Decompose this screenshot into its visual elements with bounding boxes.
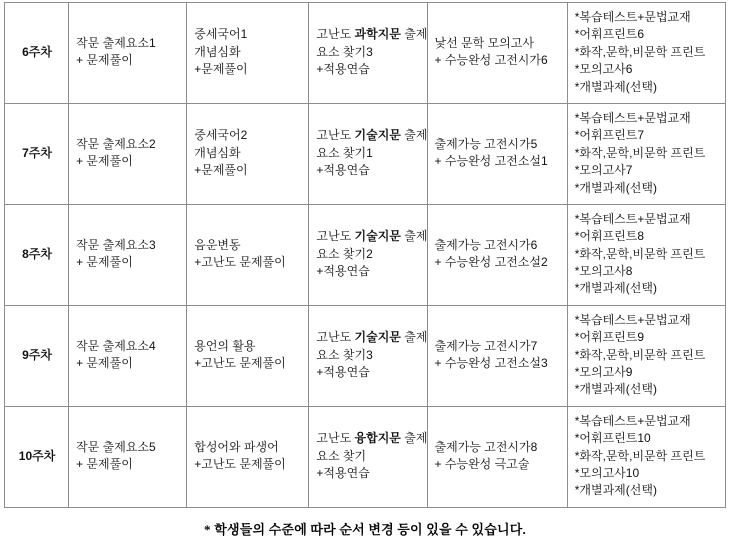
cell-line: +적용연습 [316,163,370,178]
cell-line: *어휘프린트7 [574,128,645,143]
cell-line: *화작,문학,비문학 프린트 [574,44,706,59]
cell-line: + 문제풀이 [76,53,133,68]
cell-line: *어휘프린트9 [574,330,645,345]
cell-line: + 수능완성 극고술 [434,457,530,472]
cell-line: 중세국어2 [194,128,248,143]
cell-line: +고난도 문제풀이 [194,457,286,472]
cell-line: 출제가능 고전시가7 [434,338,538,353]
cell-line: 요소 찾기2 [316,246,373,261]
cell-line: *어휘프린트8 [574,229,645,244]
schedule-table [4,2,726,508]
table-row [5,204,726,305]
cell-line: 용언의 활용 [194,338,256,353]
cell-line: *모의고사6 [574,62,633,77]
cell-materials [567,305,725,406]
week-label: 6주차 [5,3,69,104]
cell-line: 요소 찾기3 [316,44,373,59]
cell-nonfiction [309,305,427,406]
cell-writing [69,103,187,204]
cell-line: +문제풀이 [194,62,248,77]
cell-line: + 문제풀이 [76,457,133,472]
cell-line: 작문 출제요소5 [76,439,156,454]
cell-line: 요소 찾기1 [316,145,373,160]
week-label: 10주차 [5,406,69,507]
cell-literature [427,305,567,406]
cell-line: *화작,문학,비문학 프린트 [574,448,706,463]
table-row [5,103,726,204]
cell-line: *모의고사10 [574,465,640,480]
cell-line: *복습테스트+문법교재 [574,312,691,327]
cell-line: *개별과제(선택) [574,180,657,195]
cell-line: *복습테스트+문법교재 [574,110,691,125]
footnote-text: * 학생들의 수준에 따라 순서 변경 등이 있을 수 있습니다. [204,521,526,537]
emphasis-text: 기술지문 [354,229,401,244]
cell-literature [427,103,567,204]
emphasis-text: 기술지문 [354,330,401,345]
cell-line: 출제가능 고전시가5 [434,137,538,152]
cell-materials [567,103,725,204]
schedule-document [0,2,730,537]
table-row [5,3,726,104]
emphasis-text: 기술지문 [354,128,401,143]
cell-line: 고난도 기술지문 출제 [316,128,428,143]
cell-materials [567,3,725,104]
cell-line: *화작,문학,비문학 프린트 [574,145,706,160]
cell-nonfiction [309,103,427,204]
cell-line: 고난도 융합지문 출제 [316,431,428,446]
cell-materials [567,406,725,507]
cell-nonfiction [309,204,427,305]
cell-line: *복습테스트+문법교재 [574,413,691,428]
cell-line: +고난도 문제풀이 [194,255,286,270]
cell-line: +고난도 문제풀이 [194,356,286,371]
cell-line: +문제풀이 [194,163,248,178]
cell-grammar [187,305,309,406]
week-label: 7주차 [5,103,69,204]
cell-grammar [187,204,309,305]
cell-line: 작문 출제요소1 [76,36,156,51]
cell-materials [567,204,725,305]
cell-line: + 수능완성 고전소설1 [434,154,548,169]
cell-line: 개념심화 [194,145,241,160]
cell-line: *복습테스트+문법교재 [574,10,691,24]
cell-nonfiction [309,3,427,104]
cell-line: 합성어와 파생어 [194,439,279,454]
cell-nonfiction [309,406,427,507]
table-row [5,406,726,507]
cell-line: *어휘프린트6 [574,27,645,42]
cell-line: *개별과제(선택) [574,281,657,296]
cell-writing [69,204,187,305]
cell-line: + 수능완성 고전소설3 [434,356,548,371]
emphasis-text: 융합지문 [354,431,401,446]
cell-line: *개별과제(선택) [574,79,657,94]
cell-line: +적용연습 [316,365,370,380]
cell-line: *어휘프린트10 [574,431,651,446]
cell-grammar [187,406,309,507]
cell-line: *개별과제(선택) [574,382,657,397]
cell-literature [427,3,567,104]
cell-line: 음운변동 [194,237,241,252]
cell-line: *모의고사9 [574,365,633,380]
cell-line: 작문 출제요소3 [76,237,156,252]
cell-line: +적용연습 [316,264,370,279]
cell-line: 작문 출제요소4 [76,338,156,353]
cell-line: *화작,문학,비문학 프린트 [574,347,706,362]
cell-writing [69,305,187,406]
cell-line: + 수능완성 고전시가6 [434,53,548,68]
cell-line: *모의고사8 [574,264,633,279]
cell-line: 개념심화 [194,44,241,59]
cell-literature [427,406,567,507]
cell-line: +적용연습 [316,62,370,77]
cell-line: 고난도 과학지문 출제 [316,27,428,42]
cell-line: + 수능완성 고전소설2 [434,255,548,270]
cell-line: 출제가능 고전시가8 [434,439,538,454]
cell-line: 요소 찾기3 [316,347,373,362]
cell-grammar [187,103,309,204]
cell-grammar [187,3,309,104]
cell-line: + 문제풀이 [76,154,133,169]
cell-line: *화작,문학,비문학 프린트 [574,246,706,261]
emphasis-text: 과학지문 [354,27,401,42]
cell-line: 중세국어1 [194,27,248,42]
schedule-table-body [5,3,726,508]
cell-line: + 문제풀이 [76,255,133,270]
cell-line: 요소 찾기 [316,448,367,463]
cell-line: + 문제풀이 [76,356,133,371]
cell-line: *모의고사7 [574,163,633,178]
cell-literature [427,204,567,305]
cell-line: *복습테스트+문법교재 [574,211,691,226]
cell-line: 고난도 기술지문 출제 [316,330,428,345]
week-label: 8주차 [5,204,69,305]
cell-line: 낯선 문학 모의고사 [434,36,534,51]
week-label: 9주차 [5,305,69,406]
cell-writing [69,3,187,104]
cell-line: 고난도 기술지문 출제 [316,229,428,244]
cell-line: *개별과제(선택) [574,483,657,498]
cell-line: +적용연습 [316,465,370,480]
cell-writing [69,406,187,507]
cell-line: 출제가능 고전시가6 [434,237,538,252]
table-row [5,305,726,406]
cell-line: 작문 출제요소2 [76,137,156,152]
